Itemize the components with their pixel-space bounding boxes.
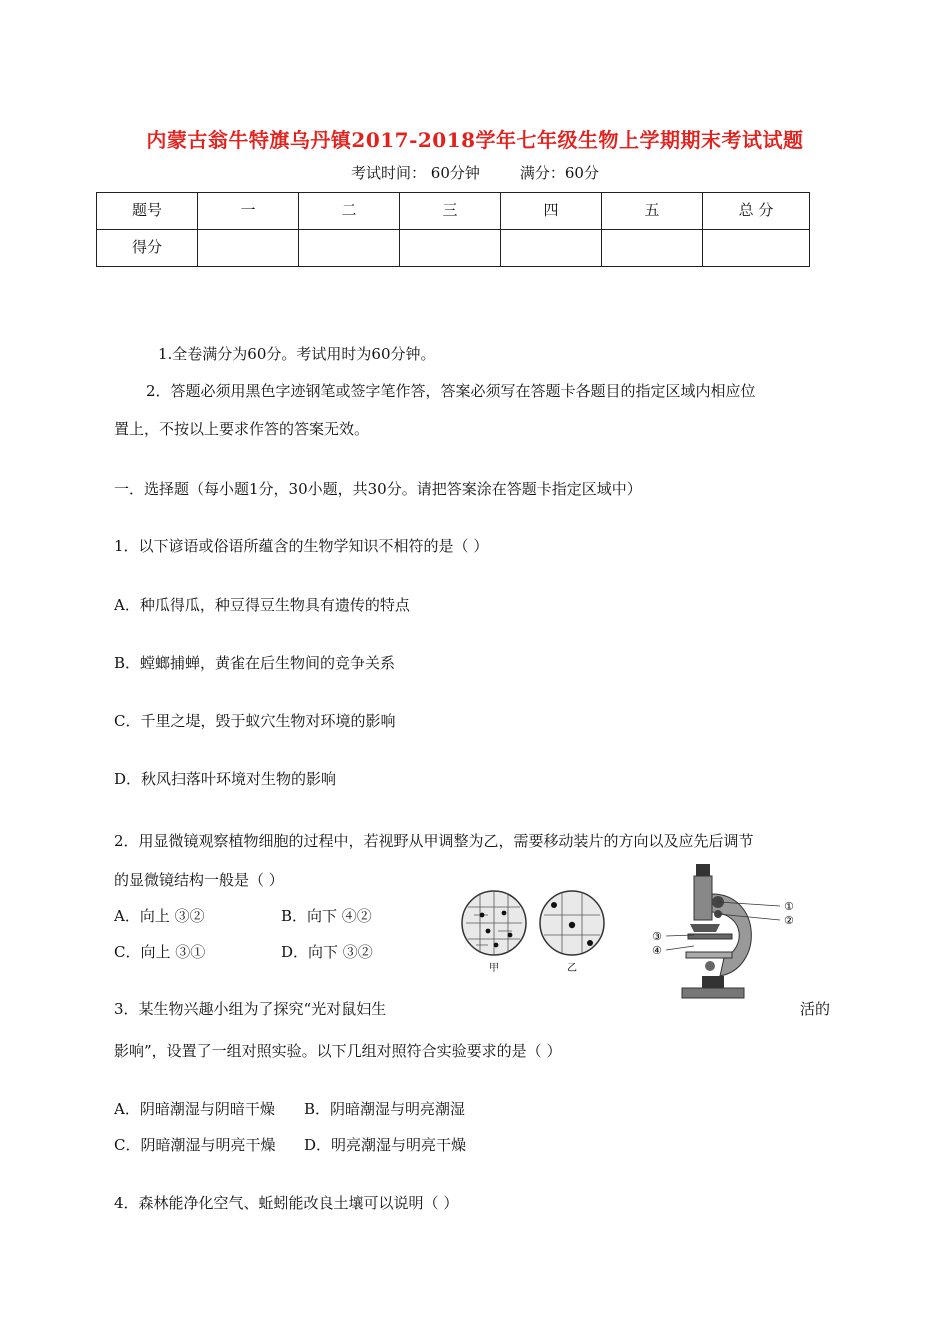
page-title: 内蒙古翁牛特旗乌丹镇2017-2018学年七年级生物上学期期末考试试题 (146, 128, 804, 152)
q2-option-a: A．向上 ③② (114, 907, 205, 925)
q3-option-b: B．阴暗潮湿与明亮潮湿 (304, 1100, 466, 1118)
header-cell: 四 (501, 193, 602, 230)
microscope-figure (650, 858, 810, 1003)
microscope-tube (694, 876, 712, 920)
q3-option-d: D．明亮潮湿与明亮干燥 (304, 1136, 467, 1154)
header-cell: 一 (198, 193, 299, 230)
q1-stem: 1．以下谚语或俗语所蕴含的生物学知识不相符的是（ ） (114, 537, 489, 555)
full-score: 满分：60分 (519, 164, 599, 182)
microscope-stage (688, 934, 732, 939)
section-heading: 一．选择题（每小题1分，30小题，共30分。请把答案涂在答题卡指定区域中） (114, 480, 642, 498)
row-label-cell: 得分 (97, 230, 198, 267)
label-yi: 乙 (567, 963, 577, 974)
score-cell[interactable] (198, 230, 299, 267)
instruction-1: 1.全卷满分为60分。考试用时为60分钟。 (158, 345, 436, 363)
q3-option-c: C．阴暗潮湿与明亮干燥 (114, 1136, 276, 1154)
mark-1: ① (784, 900, 794, 913)
label-jia: 甲 (489, 963, 499, 974)
mark-2: ② (784, 914, 794, 927)
microscope-views-figure (458, 885, 618, 977)
header-cell: 三 (400, 193, 501, 230)
exam-info (0, 162, 950, 183)
score-cell[interactable] (501, 230, 602, 267)
q3-option-a: A．阴暗潮湿与阴暗干燥 (114, 1100, 275, 1118)
q1-option-a: A．种瓜得瓜，种豆得豆生物具有遗传的特点 (114, 596, 410, 614)
q2-stem-line1: 2．用显微镜观察植物细胞的过程中，若视野从甲调整为乙，需要移动装片的方向以及应先后调节 (114, 832, 754, 850)
q1-option-d: D．秋风扫落叶环境对生物的影响 (114, 770, 337, 788)
score-cell[interactable] (703, 230, 810, 267)
mark-3: ③ (652, 930, 662, 943)
header-cell: 总 分 (703, 193, 810, 230)
exam-time: 考试时间： 60分钟 (351, 164, 480, 182)
q4-stem: 4．森林能净化空气、蚯蚓能改良土壤可以说明（ ） (114, 1194, 459, 1212)
header-cell: 二 (299, 193, 400, 230)
header-cell: 五 (602, 193, 703, 230)
q3-stem-line2: 影响”，设置了一组对照实验。以下几组对照符合实验要求的是（ ） (114, 1042, 562, 1060)
header-cell: 题号 (97, 193, 198, 230)
score-table-header-row (97, 193, 810, 230)
score-cell[interactable] (602, 230, 703, 267)
q3-stem-part1: 3．某生物兴趣小组为了探究“光对鼠妇生 (114, 1000, 387, 1018)
instruction-2: 2．答题必须用黑色字迹钢笔或签字笔作答，答案必须写在答题卡各题目的指定区域内相应位 (146, 382, 756, 400)
q2-option-c: C．向上 ③① (114, 943, 206, 961)
q1-option-c: C．千里之堤，毁于蚁穴生物对环境的影响 (114, 712, 396, 730)
mark-4: ④ (652, 944, 662, 957)
score-table-score-row (97, 230, 810, 267)
microscope-base (682, 988, 744, 998)
q2-option-d: D．向下 ③② (281, 943, 373, 961)
q2-option-b: B．向下 ④② (281, 907, 372, 925)
q1-option-b: B．螳螂捕蝉，黄雀在后生物间的竞争关系 (114, 654, 396, 672)
score-cell[interactable] (299, 230, 400, 267)
score-table (96, 192, 810, 267)
instruction-3: 置上，不按以上要求作答的答案无效。 (114, 420, 370, 438)
q2-stem-line2: 的显微镜结构一般是（ ） (114, 871, 284, 889)
score-cell[interactable] (400, 230, 501, 267)
q3-stem-part2: 活的 (800, 1000, 831, 1018)
